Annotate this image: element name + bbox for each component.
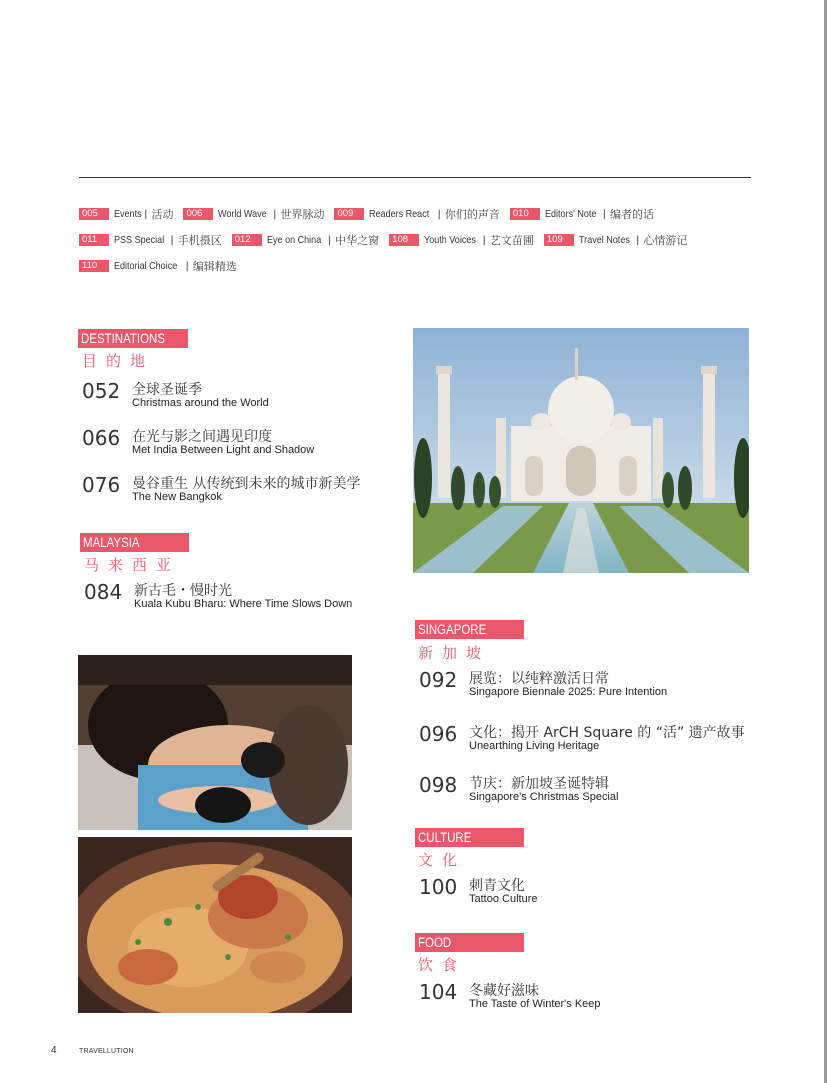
- separator: |: [636, 234, 640, 246]
- toc-entry[interactable]: [82, 473, 392, 509]
- column-item[interactable]: [510, 206, 654, 222]
- destinations-section-title: DESTINATIONS: [78, 329, 188, 348]
- page-tag: 009: [334, 208, 364, 220]
- column-title-en: Youth Voices: [424, 234, 477, 246]
- page-tag: 108: [389, 234, 419, 246]
- entry-title-zh: 刺青文化: [469, 878, 525, 894]
- page-tag: 109: [544, 234, 574, 246]
- column-title-zh: 中华之窗: [335, 234, 380, 247]
- separator: |: [437, 208, 441, 220]
- column-item[interactable]: [334, 206, 499, 222]
- entry-title-en: Tattoo Culture: [469, 893, 538, 905]
- separator: |: [144, 208, 148, 220]
- column-item[interactable]: [79, 232, 222, 248]
- page-number: 084: [84, 580, 123, 604]
- page-number: 104: [419, 980, 458, 1004]
- singapore-section-title-zh: 新加坡: [418, 644, 491, 662]
- column-title-en: Events: [114, 208, 142, 220]
- column-title-zh: 编辑精选: [192, 260, 237, 273]
- malaysia-section-title: MALAYSIA: [80, 533, 189, 552]
- column-item[interactable]: [79, 258, 237, 274]
- column-title-en: Travel Notes: [578, 234, 630, 246]
- column-index-row-2: [79, 233, 697, 247]
- separator: |: [273, 208, 277, 220]
- culture-section-title-zh: 文化: [418, 851, 467, 869]
- column-title-zh: 活动: [151, 208, 174, 221]
- page-number: 092: [419, 668, 458, 692]
- page-tag: 006: [183, 208, 213, 220]
- column-title-en: PSS Special: [114, 234, 165, 246]
- toc-entry[interactable]: [419, 875, 759, 911]
- page-tag: 110: [79, 260, 109, 272]
- entry-title-zh: 展览：以纯粹激活日常: [469, 671, 609, 687]
- entry-title-en: Met India Between Light and Shadow: [132, 444, 315, 456]
- separator: |: [185, 260, 189, 272]
- toc-entry[interactable]: [82, 379, 392, 415]
- column-title-zh: 你们的声音: [444, 208, 500, 221]
- column-index-row-3: [79, 259, 247, 273]
- column-title-zh: 心情游记: [643, 234, 688, 247]
- entry-title-en: Christmas around the World: [132, 397, 269, 409]
- entry-title-en: The New Bangkok: [132, 491, 222, 503]
- separator: |: [327, 234, 332, 246]
- entry-title-en: Unearthing Living Heritage: [469, 740, 600, 752]
- entry-title-zh: 在光与影之间遇见印度: [132, 429, 272, 445]
- column-item[interactable]: [232, 232, 379, 248]
- column-title-en: World Wave: [218, 208, 268, 220]
- page-number: 052: [82, 379, 121, 403]
- column-item[interactable]: [79, 206, 173, 222]
- fried-rice-photo: [78, 837, 352, 1013]
- entry-title-en: Kuala Kubu Bharu: Where Time Slows Down: [134, 598, 353, 610]
- entry-title-zh: 文化：揭开 ArCH Square 的 “活” 遗产故事: [469, 725, 745, 741]
- page-number: 076: [82, 473, 121, 497]
- tattoo-photo: [78, 655, 352, 830]
- column-title-en: Editors' Note: [544, 208, 597, 220]
- page-number: 066: [82, 426, 121, 450]
- page-number: 100: [419, 875, 458, 899]
- separator: |: [602, 208, 607, 220]
- column-title-zh: 世界脉动: [280, 208, 325, 221]
- footer-magazine-name: TRAVELLUTION: [79, 1048, 134, 1055]
- toc-entry[interactable]: [84, 580, 394, 616]
- entry-title-zh: 冬藏好滋味: [469, 983, 539, 999]
- column-item[interactable]: [183, 206, 324, 222]
- entry-title-en: Singapore Biennale 2025: Pure Intention: [469, 686, 668, 698]
- toc-entry[interactable]: [419, 980, 759, 1016]
- page-tag: 010: [510, 208, 540, 220]
- food-section-title-zh: 饮食: [418, 956, 467, 974]
- column-title-en: Eye on China: [266, 234, 321, 246]
- footer-page-number: 4: [51, 1045, 57, 1056]
- toc-entry[interactable]: [419, 668, 759, 704]
- separator: |: [482, 234, 486, 246]
- malaysia-section-title-zh: 马来西亚: [84, 556, 181, 574]
- separator: |: [170, 234, 174, 246]
- page-number: 096: [419, 722, 458, 746]
- header-rule: [79, 177, 751, 178]
- toc-entry[interactable]: [82, 426, 392, 462]
- toc-entry[interactable]: [419, 722, 759, 758]
- entry-title-zh: 曼谷重生 从传统到未来的城市新美学: [132, 476, 361, 492]
- entry-title-zh: 节庆：新加坡圣诞特辑: [469, 776, 609, 792]
- column-title-zh: 艺文苗圃: [489, 234, 534, 247]
- destinations-section-title-zh: 目的地: [82, 352, 155, 370]
- page-tag: 005: [79, 208, 109, 220]
- food-section-title: FOOD: [415, 933, 524, 952]
- column-item[interactable]: [544, 232, 688, 248]
- entry-title-zh: 全球圣诞季: [132, 382, 202, 398]
- singapore-section-title: SINGAPORE: [415, 620, 524, 639]
- toc-entry[interactable]: [419, 773, 759, 809]
- culture-section-title: CULTURE: [415, 828, 524, 847]
- page-tag: 011: [79, 234, 109, 246]
- page-number: 098: [419, 773, 458, 797]
- column-title-en: Readers React: [369, 208, 430, 220]
- entry-title-en: The Taste of Winter's Keep: [469, 998, 601, 1010]
- page-tag: 012: [232, 234, 262, 246]
- column-title-en: Editorial Choice: [114, 260, 178, 272]
- entry-title-zh: 新古毛・慢时光: [134, 583, 232, 599]
- entry-title-en: Singapore's Christmas Special: [469, 791, 619, 803]
- taj-mahal-photo: [413, 328, 749, 573]
- column-index-row-1: [79, 207, 664, 221]
- column-title-zh: 手机摄区: [177, 234, 222, 247]
- column-item[interactable]: [389, 232, 534, 248]
- column-title-zh: 编者的话: [610, 208, 655, 221]
